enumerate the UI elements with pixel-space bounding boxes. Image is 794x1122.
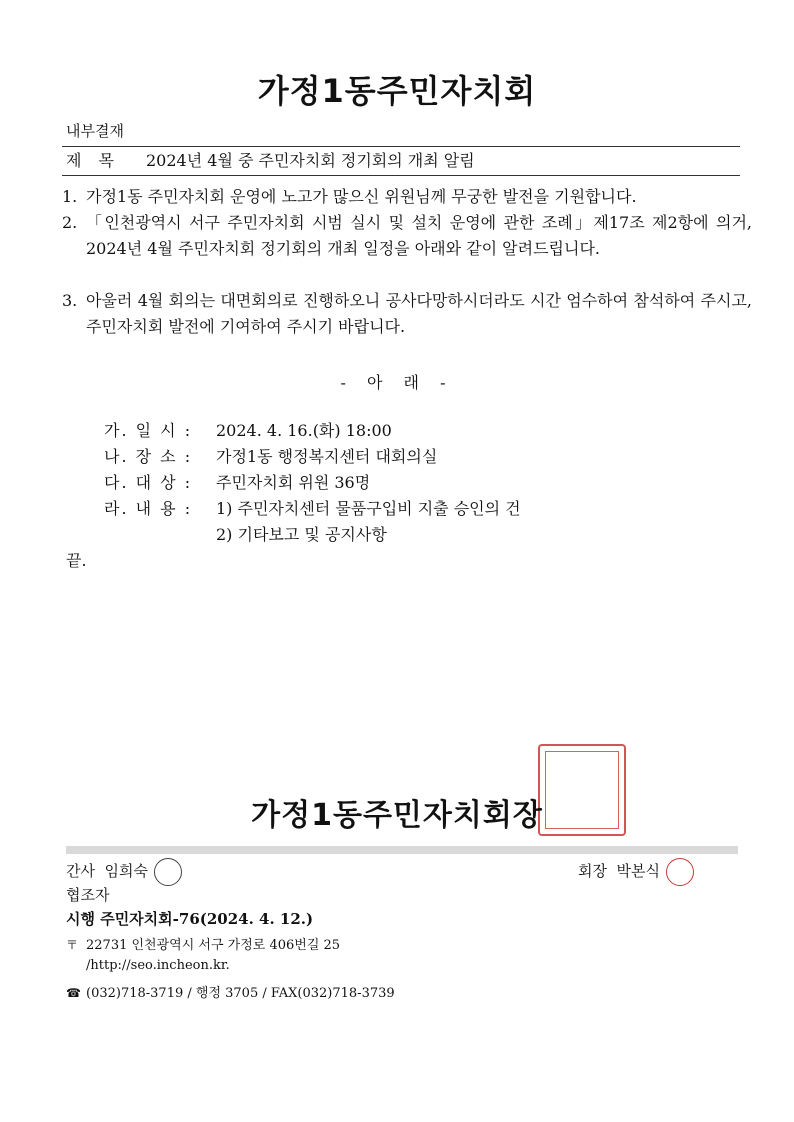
secretary-role: 간사 [66,862,95,880]
signature-separator [66,846,738,854]
paragraph-text: 가정1동 주민자치회 운영에 노고가 많으신 위원님께 무궁한 발전을 기원합니다. [86,187,637,206]
paragraph-2 [62,210,752,262]
end-mark: 끝. [66,551,87,570]
secretary-name: 임희숙 [104,862,149,880]
paragraph-1 [62,184,752,210]
notice-heading: - 아 래 - [340,373,454,392]
footer-address [66,934,340,953]
postal-icon: 〒 [66,938,79,952]
paragraph-number: 3. [62,291,78,310]
paragraph-text: 아울러 4월 회의는 대면회의로 진행하오니 공사다망하시더라도 시간 엄수하여 참석하여 주시고, 주민자치회 발전에 기여하여 주시기 바랍니다. [86,291,752,336]
paragraph-3 [62,288,752,340]
chairman-signature [578,858,694,886]
subject-text: 2024년 4월 중 주민자치회 정기회의 개최 알림 [146,151,475,170]
detail-row-target [104,470,370,496]
detail-label: 다. 대 상 : [104,473,193,492]
detail-value: 2) 기타보고 및 공지사항 [216,525,387,544]
address-text: 22731 인천광역시 서구 가정로 406번길 25 [86,938,341,953]
chairman-role: 회장 [578,862,607,880]
detail-value: 가정1동 행정복지센터 대회의실 [216,447,438,466]
enforcement-number: 시행 주민자치회-76(2024. 4. 12.) [66,910,314,928]
paragraph-number: 1. [62,187,78,206]
internal-approval-label: 내부결재 [66,122,124,140]
detail-row-datetime [104,418,392,444]
phone-text: (032)718-3719 / 행정 3705 / FAX(032)718-3739 [86,986,395,1001]
chairman-seal-icon [666,858,694,886]
subject-label: 제 목 [66,151,120,170]
detail-label: 가. 일 시 : [104,421,193,440]
secretary-signature [66,858,182,886]
url-link[interactable]: /http://seo.incheon.kr. [86,958,230,973]
signer-title: 가정1동주민자치회장 [251,798,543,833]
phone-icon: ☎ [66,986,81,1000]
detail-label: 나. 장 소 : [104,447,193,466]
subject-row [62,146,740,176]
chairman-name: 박본식 [616,862,661,880]
detail-label: 라. 내 용 : [104,499,193,518]
detail-value: 2024. 4. 16.(화) 18:00 [216,421,392,440]
detail-row-content [104,496,521,522]
detail-value: 1) 주민자치센터 물품구입비 지출 승인의 건 [216,499,521,518]
paragraph-number: 2. [62,213,78,232]
document-title: 가정1동주민자치회 [257,72,537,110]
paragraph-text: 「인천광역시 서구 주민자치회 시범 실시 및 설치 운영에 관한 조례」제17조 제2항에 의거, 2024년 4월 주민자치회 정기회의 개최 일정을 아래와 같이 알려드립니다. [86,213,752,258]
detail-value: 주민자치회 위원 36명 [216,473,371,492]
footer-phone [66,982,395,1001]
cooperator-label: 협조자 [66,886,110,904]
detail-row-content-2 [104,522,387,548]
footer-url [86,958,230,973]
detail-row-place [104,444,437,470]
secretary-seal-icon [154,858,182,886]
